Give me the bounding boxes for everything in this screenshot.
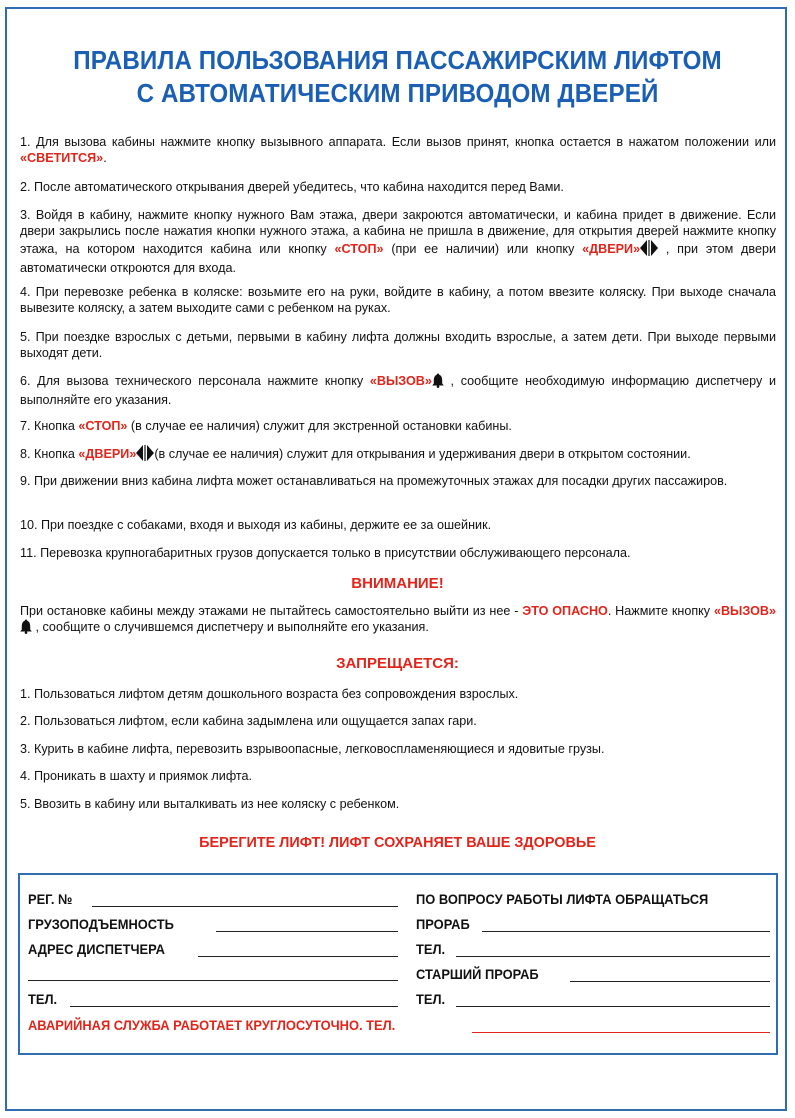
rule-3-doors-label: «ДВЕРИ» bbox=[582, 241, 641, 256]
rule-3 bbox=[20, 207, 776, 277]
rule-7 bbox=[20, 418, 776, 434]
rule-5: 5. При поездке взрослых с детьми, первыми в кабину лифта должны входить взрослые, а затем дети. При выходе первыми выходят дети. bbox=[20, 330, 776, 361]
attention-text-mid: . Нажмите кнопку bbox=[607, 604, 714, 618]
slogan: БЕРЕГИТЕ ЛИФТ! ЛИФТ СОХРАНЯЕТ ВАШЕ ЗДОРОВЬЕ bbox=[199, 834, 596, 851]
rule-4: 4. При перевозке ребенка в коляске: возьмите его на руки, войдите в кабину, а потом ввезите коляску. При выходе сначала вывезите коляску, а затем выходите сами с ребенком на руках. bbox=[20, 285, 776, 316]
reg-number-field[interactable] bbox=[92, 906, 398, 907]
foreman-label: ПРОРАБ bbox=[416, 916, 470, 932]
bell-icon bbox=[20, 619, 32, 638]
attention-heading: ВНИМАНИЕ! bbox=[351, 575, 444, 592]
reg-number-label: РЕГ. № bbox=[28, 891, 73, 907]
bell-icon bbox=[432, 373, 444, 392]
rule-3-text: 3. Войдя в кабину, нажмите кнопку нужного Вам этажа, двери закроются автоматически, и кабина придет в движение. Если двери закрылись после нажатия кнопки нужного этажа, а кабина не пришла в движение, для открытия дверей нажмите кнопку этажа, на котором находится кабина или кнопку bbox=[20, 208, 776, 256]
foreman-phone-field[interactable] bbox=[456, 956, 770, 957]
rule-11: 11. Перевозка крупногабаритных грузов допускается только в присутствии обслуживающего персонала. bbox=[20, 546, 631, 560]
senior-foreman-field[interactable] bbox=[570, 981, 770, 982]
capacity-label: ГРУЗОПОДЪЕМНОСТЬ bbox=[28, 916, 174, 932]
attention-text bbox=[20, 603, 776, 639]
rule-7-text-end: (в случае ее наличия) служит для экстренной остановки кабины. bbox=[127, 419, 512, 433]
prohibited-item: 4. Проникать в шахту и приямок лифта. bbox=[20, 769, 253, 783]
rule-3-stop-label: «СТОП» bbox=[334, 241, 384, 256]
rule-6-text-end: , сообщите необходимую информацию диспетчеру и выполняйте его указания. bbox=[20, 374, 776, 408]
phone-field[interactable] bbox=[70, 1006, 398, 1007]
danger-label: ЭТО ОПАСНО bbox=[522, 604, 608, 618]
emergency-phone-field[interactable] bbox=[472, 1032, 770, 1033]
emergency-service-label: АВАРИЙНАЯ СЛУЖБА РАБОТАЕТ КРУГЛОСУТОЧНО. ТЕЛ. bbox=[28, 1017, 396, 1033]
rule-1-highlight: «СВЕТИТСЯ» bbox=[20, 151, 104, 166]
prohibited-heading: ЗАПРЕЩАЕТСЯ: bbox=[336, 655, 459, 672]
rule-8-text: 8. Кнопка bbox=[20, 447, 79, 461]
rule-1-text: 1. Для вызова кабины нажмите кнопку вызывного аппарата. Если вызов принят, кнопка остается в нажатом положении или bbox=[20, 135, 776, 149]
rule-6-call-label: «ВЫЗОВ» bbox=[369, 374, 432, 388]
page-title bbox=[28, 44, 767, 110]
title-line-2: С АВТОМАТИЧЕСКИМ ПРИВОДОМ ДВЕРЕЙ bbox=[136, 78, 659, 108]
prohibited-item: 5. Ввозить в кабину или выталкивать из нее коляску с ребенком. bbox=[20, 797, 400, 811]
attention-call-label: «ВЫЗОВ» bbox=[713, 604, 776, 618]
rule-8 bbox=[20, 445, 776, 465]
dispatcher-address-field-line-2[interactable] bbox=[28, 980, 398, 981]
rule-9: 9. При движении вниз кабина лифта может останавливаться на промежуточных этажах для посадки других пассажиров. bbox=[20, 474, 728, 488]
rule-10: 10. При поездке с собаками, входя и выходя из кабины, держите ее за ошейник. bbox=[20, 518, 492, 532]
rule-7-text: 7. Кнопка bbox=[20, 419, 79, 433]
phone-label: ТЕЛ. bbox=[28, 991, 58, 1007]
attention-text-end: , сообщите о случившемся диспетчеру и выполняйте его указания. bbox=[32, 620, 429, 635]
senior-foreman-phone-field[interactable] bbox=[456, 1006, 770, 1007]
contact-heading: ПО ВОПРОСУ РАБОТЫ ЛИФТА ОБРАЩАТЬСЯ bbox=[416, 891, 709, 907]
contact-form bbox=[18, 873, 778, 1055]
foreman-phone-label: ТЕЛ. bbox=[416, 941, 446, 957]
title-line-1: ПРАВИЛА ПОЛЬЗОВАНИЯ ПАССАЖИРСКИМ ЛИФТОМ bbox=[73, 45, 722, 75]
doors-open-icon bbox=[136, 445, 154, 465]
senior-foreman-label: СТАРШИЙ ПРОРАБ bbox=[416, 966, 539, 982]
rule-3-text-end: , при этом двери автоматически откроются для входа. bbox=[20, 241, 776, 276]
senior-foreman-phone-label: ТЕЛ. bbox=[416, 991, 446, 1007]
rule-1 bbox=[20, 134, 776, 167]
doors-open-icon bbox=[640, 240, 658, 260]
rule-1-text-end: . bbox=[103, 151, 107, 166]
rule-6-text: 6. Для вызова технического персонала нажмите кнопку bbox=[20, 374, 370, 388]
capacity-field[interactable] bbox=[216, 931, 398, 932]
rule-8-text-end: (в случае ее наличия) служит для открывания и удерживания двери в открытом состоянии. bbox=[154, 447, 691, 461]
rule-7-stop-label: «СТОП» bbox=[78, 419, 128, 433]
foreman-field[interactable] bbox=[482, 931, 770, 932]
rule-2: 2. После автоматического открывания дверей убедитесь, что кабина находится перед Вами. bbox=[20, 180, 564, 194]
rule-6 bbox=[20, 373, 776, 409]
prohibited-item: 1. Пользоваться лифтом детям дошкольного возраста без сопровождения взрослых. bbox=[20, 687, 519, 701]
dispatcher-address-field[interactable] bbox=[198, 956, 398, 957]
rule-8-doors-label: «ДВЕРИ» bbox=[78, 447, 137, 461]
prohibited-item: 3. Курить в кабине лифта, перевозить взрывоопасные, легковоспламеняющиеся и ядовитые грузы. bbox=[20, 742, 605, 756]
dispatcher-address-label: АДРЕС ДИСПЕТЧЕРА bbox=[28, 941, 165, 957]
rule-3-text-mid: (при ее наличии) или кнопку bbox=[383, 241, 583, 256]
attention-text-start: При остановке кабины между этажами не пытайтесь самостоятельно выйти из нее - bbox=[20, 604, 523, 618]
prohibited-item: 2. Пользоваться лифтом, если кабина задымлена или ощущается запах гари. bbox=[20, 714, 477, 728]
